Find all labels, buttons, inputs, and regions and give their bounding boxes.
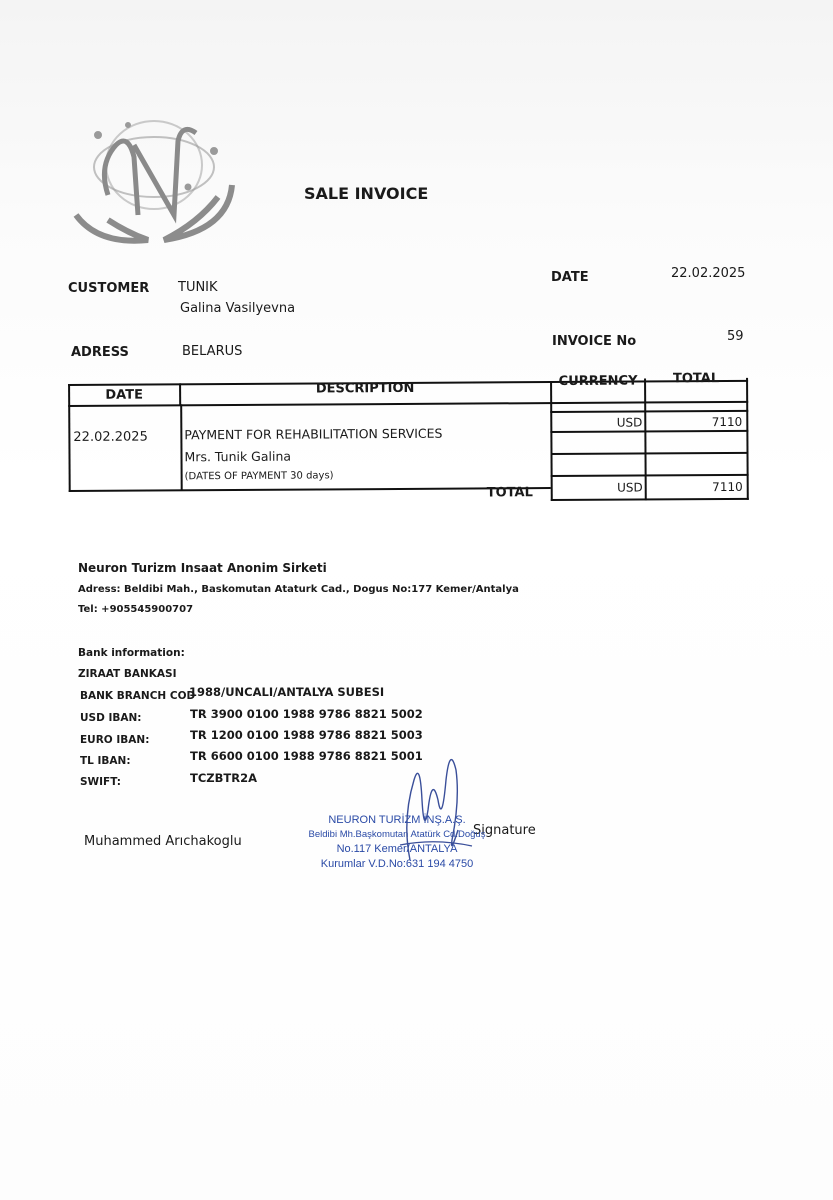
footer-currency: USD xyxy=(617,480,643,495)
company-address: Adress: Beldibi Mah., Baskomutan Ataturk Cad., Dogus No:177 Kemer/Antalya xyxy=(78,584,519,595)
row-patient: Mrs. Tunik Galina xyxy=(184,448,292,465)
swift-value: TCZBTR2A xyxy=(190,771,257,785)
bank-heading: Bank information: xyxy=(78,647,185,659)
company-logo-icon xyxy=(68,105,240,255)
company-name: Neuron Turizm Insaat Anonim Sirketi xyxy=(78,561,327,575)
row-note: (DATES OF PAYMENT 30 days) xyxy=(184,470,334,483)
handwritten-signature-icon xyxy=(380,740,490,870)
col-header-total: TOTAL xyxy=(672,371,720,387)
customer-surname: TUNIK xyxy=(178,280,218,295)
invoice-date: 22.02.2025 xyxy=(671,266,746,281)
col-header-description: DESCRIPTION xyxy=(315,380,415,397)
tl-iban-label: TL IBAN: xyxy=(80,755,131,767)
stamp-line-1: NEURON TURİZM İNŞ.A.Ş. xyxy=(328,814,466,826)
swift-label: SWIFT: xyxy=(80,776,122,788)
row-date: 22.02.2025 xyxy=(73,429,148,445)
signatory-name: Muhammed Arıchakoglu xyxy=(84,834,242,849)
invoice-table xyxy=(68,370,749,504)
customer-address: BELARUS xyxy=(182,344,243,359)
usd-iban-label: USD IBAN: xyxy=(80,712,142,724)
address-label: ADRESS xyxy=(71,345,129,360)
invoice-number: 59 xyxy=(727,329,744,344)
usd-iban-value: TR 3900 0100 1988 9786 8821 5002 xyxy=(190,707,423,721)
euro-iban-label: EURO IBAN: xyxy=(80,734,150,746)
col-header-date: DATE xyxy=(105,387,143,403)
signature-label: Signature xyxy=(473,823,536,838)
customer-given-names: Galina Vasilyevna xyxy=(180,301,296,316)
date-label: DATE xyxy=(551,270,589,285)
stamp-line-2: Beldibi Mh.Başkomutan Atatürk Cd.Doğuş xyxy=(308,829,486,840)
stamp-line-3: No.117 Kemer/ANTALYA xyxy=(336,843,458,855)
col-header-currency: CURRENCY xyxy=(558,373,638,390)
row-description: PAYMENT FOR REHABILITATION SERVICES xyxy=(184,425,443,443)
row-total: 7110 xyxy=(711,414,743,430)
stamp-line-4: Kurumlar V.D.No:631 194 4750 xyxy=(320,858,474,870)
company-tel: Tel: +905545900707 xyxy=(78,604,194,615)
footer-total-label: TOTAL xyxy=(486,485,533,501)
invoice-title: SALE INVOICE xyxy=(304,184,429,203)
euro-iban-value: TR 1200 0100 1988 9786 8821 5003 xyxy=(190,728,423,742)
bank-name: ZIRAAT BANKASI xyxy=(78,668,177,680)
row-currency: USD xyxy=(616,415,643,430)
footer-total: 7110 xyxy=(712,479,743,495)
bank-branch-label: BANK BRANCH COD xyxy=(80,690,196,702)
bank-branch-value: 1988/UNCALI/ANTALYA SUBESI xyxy=(189,685,385,699)
tl-iban-value: TR 6600 0100 1988 9786 8821 5001 xyxy=(190,749,423,763)
invoice-number-label: INVOICE No xyxy=(552,334,637,349)
customer-label: CUSTOMER xyxy=(68,281,150,296)
